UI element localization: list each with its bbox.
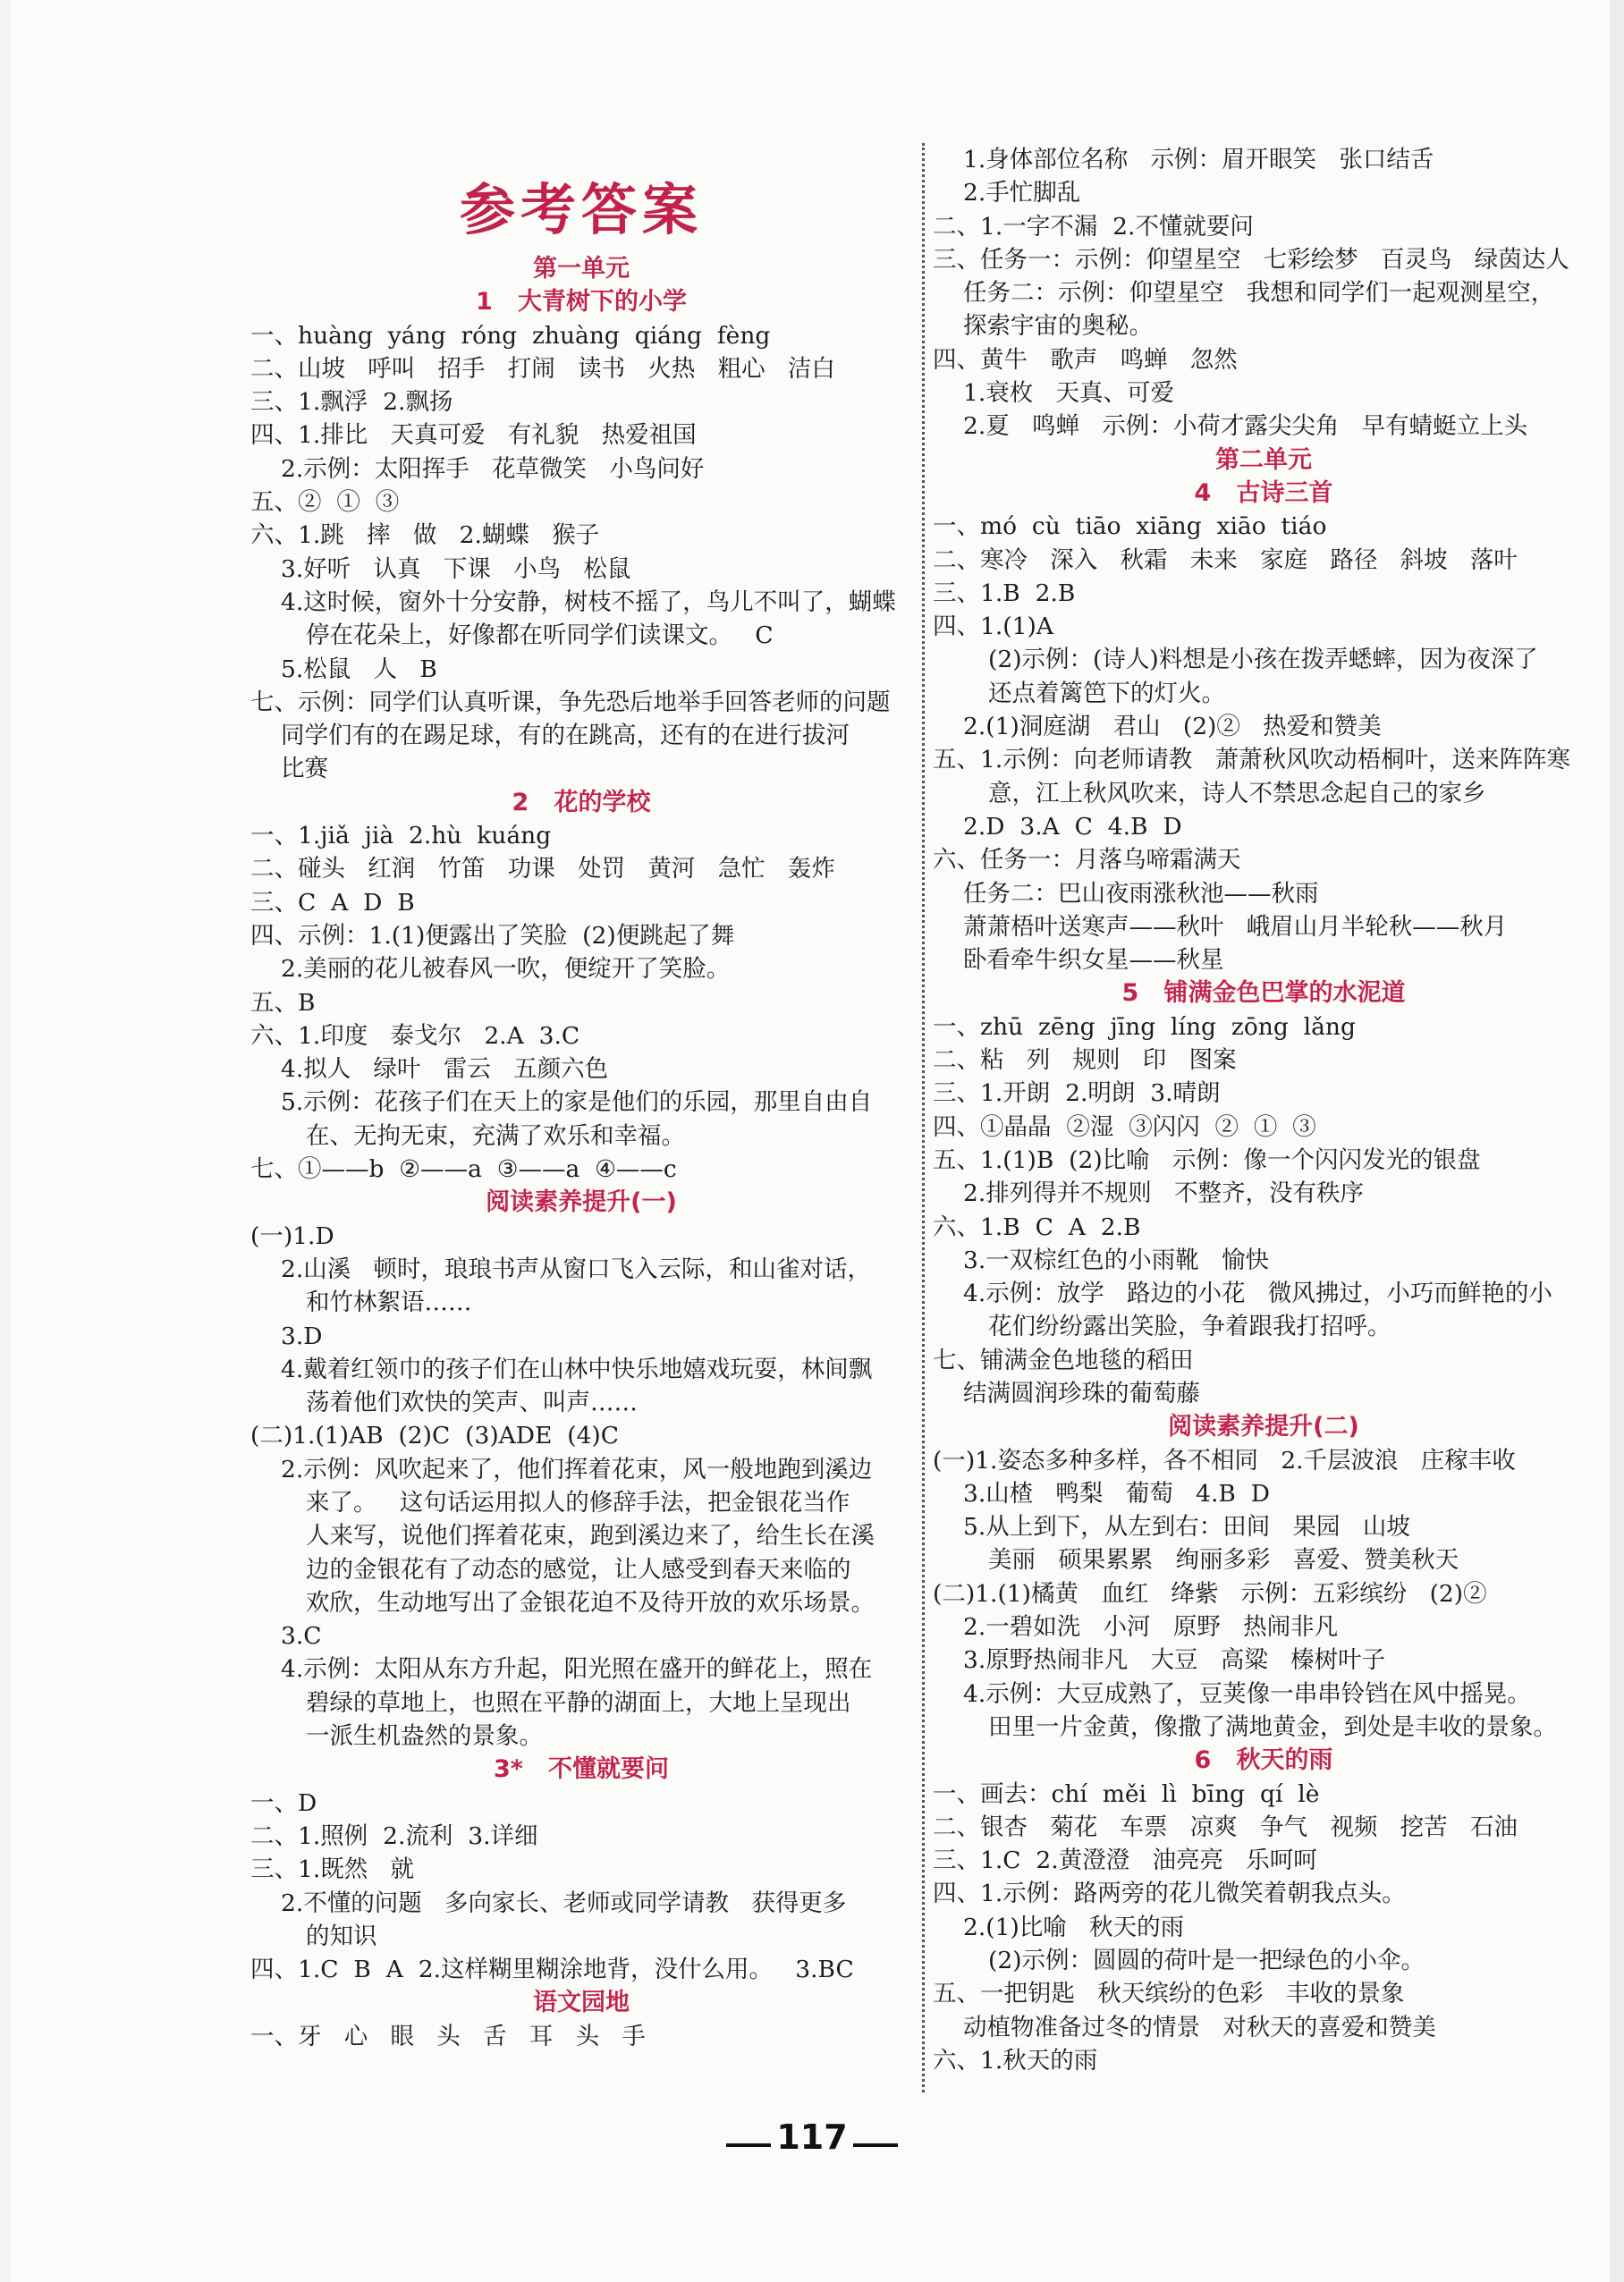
answer-line: 2.手忙脚乱 bbox=[963, 179, 1081, 207]
answer-line: 3.D bbox=[281, 1322, 323, 1350]
answer-line: 1.身体部位名称 示例：眉开眼笑 张口结舌 bbox=[963, 146, 1434, 173]
answer-line: 1.衰枚 天真、可爱 bbox=[963, 379, 1175, 408]
section-heading: 第二单元 bbox=[1215, 445, 1312, 474]
answer-line: 5.从上到下，从左到右：田间 果园 山坡 bbox=[963, 1513, 1410, 1542]
answer-line: 七、示例：同学们认真听课，争先恐后地举手回答老师的问题 bbox=[250, 688, 891, 716]
answer-line: 和竹林絮语…… bbox=[306, 1289, 472, 1317]
answer-line: 3.山楂 鸭梨 葡萄 4.B D bbox=[963, 1479, 1270, 1508]
answer-line: 二、银杏 菊花 车票 凉爽 争气 视频 挖苦 石油 bbox=[933, 1813, 1518, 1841]
column-divider bbox=[922, 143, 925, 2092]
adjacent-page-edge bbox=[1610, 0, 1624, 2282]
answer-line: 2.示例：风吹起来了，他们挥着花束，风一般地跑到溪边 bbox=[281, 1455, 873, 1483]
page-title: 参考答案 bbox=[459, 177, 703, 242]
answer-line: 一、画去：chí měi lì bīng qí lè bbox=[933, 1779, 1320, 1808]
answer-line: 的知识 bbox=[306, 1922, 377, 1950]
answer-line: 2.D 3.A C 4.B D bbox=[963, 812, 1182, 841]
answer-line: 三、1.飘浮 2.飘扬 bbox=[250, 388, 453, 417]
answer-line: 三、1.C 2.黄澄澄 油亮亮 乐呵呵 bbox=[933, 1847, 1317, 1875]
answer-line: 六、1.跳 摔 做 2.蝴蝶 猴子 bbox=[250, 521, 600, 550]
answer-line: 五、B bbox=[250, 988, 316, 1017]
answer-line: 二、山坡 呼叫 招手 打闹 读书 火热 粗心 洁白 bbox=[250, 354, 835, 383]
answer-line: 萧萧梧叶送寒声——秋叶 峨眉山月半轮秋——秋月 bbox=[963, 912, 1508, 941]
answer-line: 4.这时候，窗外十分安静，树枝不摇了，鸟儿不叫了，蝴蝶 bbox=[281, 587, 896, 616]
answer-line: 2.(1)比喻 秋天的雨 bbox=[963, 1913, 1185, 1941]
answer-line: 任务二：巴山夜雨涨秋池——秋雨 bbox=[963, 879, 1319, 908]
answer-line: 五、② ① ③ bbox=[250, 488, 400, 517]
answer-line: 四、1.(1)A bbox=[933, 613, 1053, 641]
answer-line: 荡着他们欢快的笑声、叫声…… bbox=[306, 1389, 638, 1417]
answer-line: 一、D bbox=[250, 1788, 317, 1817]
answer-line: 三、1.既然 就 bbox=[250, 1855, 415, 1884]
answer-line: 4.戴着红领巾的孩子们在山林中快乐地嬉戏玩耍，林间飘 bbox=[281, 1355, 873, 1383]
answer-line: 动植物准备过冬的情景 对秋天的喜爱和赞美 bbox=[963, 2013, 1436, 2041]
answer-line: 四、黄牛 歌声 鸣蝉 忽然 bbox=[933, 345, 1238, 374]
answer-line: 二、1.一字不漏 2.不懂就要问 bbox=[933, 212, 1254, 241]
answer-line: 任务二：示例：仰望星空 我想和同学们一起观测星空， bbox=[963, 279, 1555, 308]
section-heading: 4 古诗三首 bbox=[1194, 478, 1333, 507]
answer-line: 2.一碧如洗 小河 原野 热闹非凡 bbox=[963, 1613, 1339, 1642]
answer-line: 5.示例：花孩子们在天上的家是他们的乐园，那里自由自 bbox=[281, 1088, 873, 1117]
answer-line: 一、mó cù tiāo xiāng xiāo tiáo bbox=[933, 512, 1327, 541]
answer-line: 四、示例：1.(1)便露出了笑脸 (2)便跳起了舞 bbox=[250, 921, 735, 950]
answer-line: (一)1.姿态多种多样，各不相同 2.千层波浪 庄稼丰收 bbox=[933, 1446, 1516, 1475]
dash-left bbox=[726, 2143, 771, 2147]
answer-line: 三、1.B 2.B bbox=[933, 579, 1076, 607]
page-footer bbox=[0, 2117, 1624, 2157]
answer-line: 意，江上秋风吹来，诗人不禁思念起自己的家乡 bbox=[988, 779, 1486, 807]
answer-line: 四、1.C B A 2.这样糊里糊涂地背，没什么用。 3.BC bbox=[250, 1956, 854, 1984]
answer-line: 美丽 硕果累累 绚丽多彩 喜爱、赞美秋天 bbox=[988, 1546, 1459, 1575]
answer-line: 2.不懂的问题 多向家长、老师或同学请教 获得更多 bbox=[281, 1889, 847, 1917]
answer-line: 一、牙 心 眼 头 舌 耳 头 手 bbox=[250, 2022, 646, 2050]
answer-line: 四、1.示例：路两旁的花儿微笑着朝我点头。 bbox=[933, 1880, 1406, 1908]
answer-line: 二、1.照例 2.流利 3.详细 bbox=[250, 1821, 538, 1850]
answer-line: 三、任务一：示例：仰望星空 七彩绘梦 百灵鸟 绿茵达人 bbox=[933, 245, 1569, 274]
answer-line: (二)1.(1)橘黄 血红 绛紫 示例：五彩缤纷 (2)② bbox=[933, 1579, 1487, 1608]
answer-line: 五、1.示例：向老师请教 萧萧秋风吹动梧桐叶，送来阵阵寒 bbox=[933, 746, 1571, 774]
section-heading: 阅读素养提升(二) bbox=[1168, 1413, 1359, 1441]
answer-line: 卧看牵牛织女星——秋星 bbox=[963, 946, 1224, 975]
answer-line: 花们纷纷露出笑脸，争着跟我打招呼。 bbox=[988, 1313, 1391, 1341]
answer-line: (2)示例：圆圆的荷叶是一把绿色的小伞。 bbox=[988, 1947, 1425, 1975]
answer-line: (二)1.(1)AB (2)C (3)ADE (4)C bbox=[250, 1422, 620, 1450]
answer-line: 六、任务一：月落乌啼霜满天 bbox=[933, 846, 1241, 875]
section-heading: 第一单元 bbox=[533, 255, 630, 283]
answer-line: 欢欣，生动地写出了金银花迫不及待开放的欢乐场景。 bbox=[306, 1588, 875, 1617]
section-heading: 2 花的学校 bbox=[512, 788, 651, 816]
answer-line: 还点着篱笆下的灯火。 bbox=[988, 679, 1225, 707]
section-heading: 1 大青树下的小学 bbox=[476, 288, 687, 317]
answer-line: 比赛 bbox=[281, 755, 328, 783]
answer-line: 二、碰头 红润 竹笛 功课 处罚 黄河 急忙 轰炸 bbox=[250, 855, 835, 883]
section-heading: 语文园地 bbox=[533, 1989, 630, 2017]
answer-line: 结满圆润珍珠的葡萄藤 bbox=[963, 1379, 1200, 1407]
answer-line: 2.排列得并不规则 不整齐，没有秩序 bbox=[963, 1179, 1365, 1208]
answer-line: 三、C A D B bbox=[250, 888, 415, 917]
answer-line: 七、铺满金色地毯的稻田 bbox=[933, 1346, 1194, 1374]
answer-line: 来了。 这句话运用拟人的修辞手法，把金银花当作 bbox=[306, 1488, 850, 1517]
answer-line: 田里一片金黄，像撒了满地黄金，到处是丰收的景象。 bbox=[988, 1712, 1557, 1741]
answer-line: 2.(1)洞庭湖 君山 (2)② 热爱和赞美 bbox=[963, 713, 1382, 741]
answer-line: 4.示例：大豆成熟了，豆荚像一串串铃铛在风中摇晃。 bbox=[963, 1679, 1531, 1708]
answer-line: 3.C bbox=[281, 1622, 322, 1651]
answer-line: 六、1.B C A 2.B bbox=[933, 1213, 1141, 1241]
answer-line: 六、1.秋天的雨 bbox=[933, 2046, 1098, 2075]
answer-line: 三、1.开朗 2.明朗 3.晴朗 bbox=[933, 1079, 1221, 1108]
page-number: 117 bbox=[776, 2117, 848, 2157]
answer-line: 3.好听 认真 下课 小鸟 松鼠 bbox=[281, 554, 631, 583]
answer-line: 2.夏 鸣蝉 示例：小荷才露尖尖角 早有蜻蜓立上头 bbox=[963, 412, 1528, 441]
answer-column-middle bbox=[933, 143, 1594, 2077]
answer-line: 4.示例：放学 路边的小花 微风拂过，小巧而鲜艳的小 bbox=[963, 1280, 1552, 1308]
answer-line: 停在花朵上，好像都在听同学们读课文。 C bbox=[306, 621, 774, 650]
answer-line: 四、1.排比 天真可爱 有礼貌 热爱祖国 bbox=[250, 421, 697, 450]
section-heading: 阅读素养提升(一) bbox=[486, 1188, 677, 1217]
answer-line: 3.一双棕红色的小雨靴 愉快 bbox=[963, 1246, 1270, 1274]
answer-line: (2)示例：(诗人)料想是小孩在拨弄蟋蟀，因为夜深了 bbox=[988, 646, 1538, 674]
answer-line: 2.示例：太阳挥手 花草微笑 小鸟问好 bbox=[281, 454, 705, 483]
answer-line: 探索宇宙的奥秘。 bbox=[963, 312, 1153, 341]
answer-line: 4.拟人 绿叶 雷云 五颜六色 bbox=[281, 1055, 609, 1084]
answer-line: 人来写，说他们挥着花束，跑到溪边来了，给生长在溪 bbox=[306, 1522, 875, 1551]
answer-line: 4.示例：太阳从东方升起，阳光照在盛开的鲜花上，照在 bbox=[281, 1655, 873, 1684]
answer-line: 六、1.印度 泰戈尔 2.A 3.C bbox=[250, 1021, 580, 1050]
answer-line: 2.美丽的花儿被春风一吹，便绽开了笑脸。 bbox=[281, 955, 731, 984]
section-heading: 5 铺满金色巴掌的水泥道 bbox=[1121, 979, 1406, 1008]
answer-line: 5.松鼠 人 B bbox=[281, 655, 437, 683]
dash-right bbox=[853, 2143, 898, 2147]
answer-line: 一、1.jiǎ jià 2.hù kuáng bbox=[250, 822, 552, 850]
answer-line: 同学们有的在踢足球，有的在跳高，还有的在进行拔河 bbox=[281, 722, 850, 750]
section-heading: 6 秋天的雨 bbox=[1194, 1746, 1333, 1775]
answer-line: 一派生机盎然的景象。 bbox=[306, 1722, 543, 1751]
answer-line: 碧绿的草地上，也照在平静的湖面上，大地上呈现出 bbox=[306, 1688, 851, 1717]
answer-line: 二、粘 列 规则 印 图案 bbox=[933, 1046, 1237, 1075]
answer-line: 四、①晶晶 ②湿 ③闪闪 ② ① ③ bbox=[933, 1112, 1316, 1141]
answer-line: 五、1.(1)B (2)比喻 示例：像一个闪闪发光的银盘 bbox=[933, 1145, 1481, 1174]
answer-line: (一)1.D bbox=[250, 1221, 334, 1250]
answer-line: 七、①——b ②——a ③——a ④——c bbox=[250, 1155, 677, 1184]
answer-line: 一、zhū zēng jīng líng zōng lǎng bbox=[933, 1012, 1356, 1041]
answer-line: 3.原野热闹非凡 大豆 高粱 榛树叶子 bbox=[963, 1646, 1386, 1675]
section-heading: 3* 不懂就要问 bbox=[493, 1755, 670, 1784]
answer-line: 在、无拘无束，充满了欢乐和幸福。 bbox=[306, 1121, 685, 1150]
answer-line: 边的金银花有了动态的感觉，让人感受到春天来临的 bbox=[306, 1555, 851, 1584]
answer-line: 2.山溪 顿时，琅琅书声从窗口飞入云际，和山雀对话， bbox=[281, 1255, 872, 1283]
answer-line: 二、寒冷 深入 秋霜 未来 家庭 路径 斜坡 落叶 bbox=[933, 545, 1518, 574]
answer-line: 一、huàng yáng róng zhuàng qiáng fèng bbox=[250, 321, 771, 350]
answer-column-left bbox=[250, 252, 912, 2053]
answer-line: 五、一把钥匙 秋天缤纷的色彩 丰收的景象 bbox=[933, 1980, 1405, 2008]
